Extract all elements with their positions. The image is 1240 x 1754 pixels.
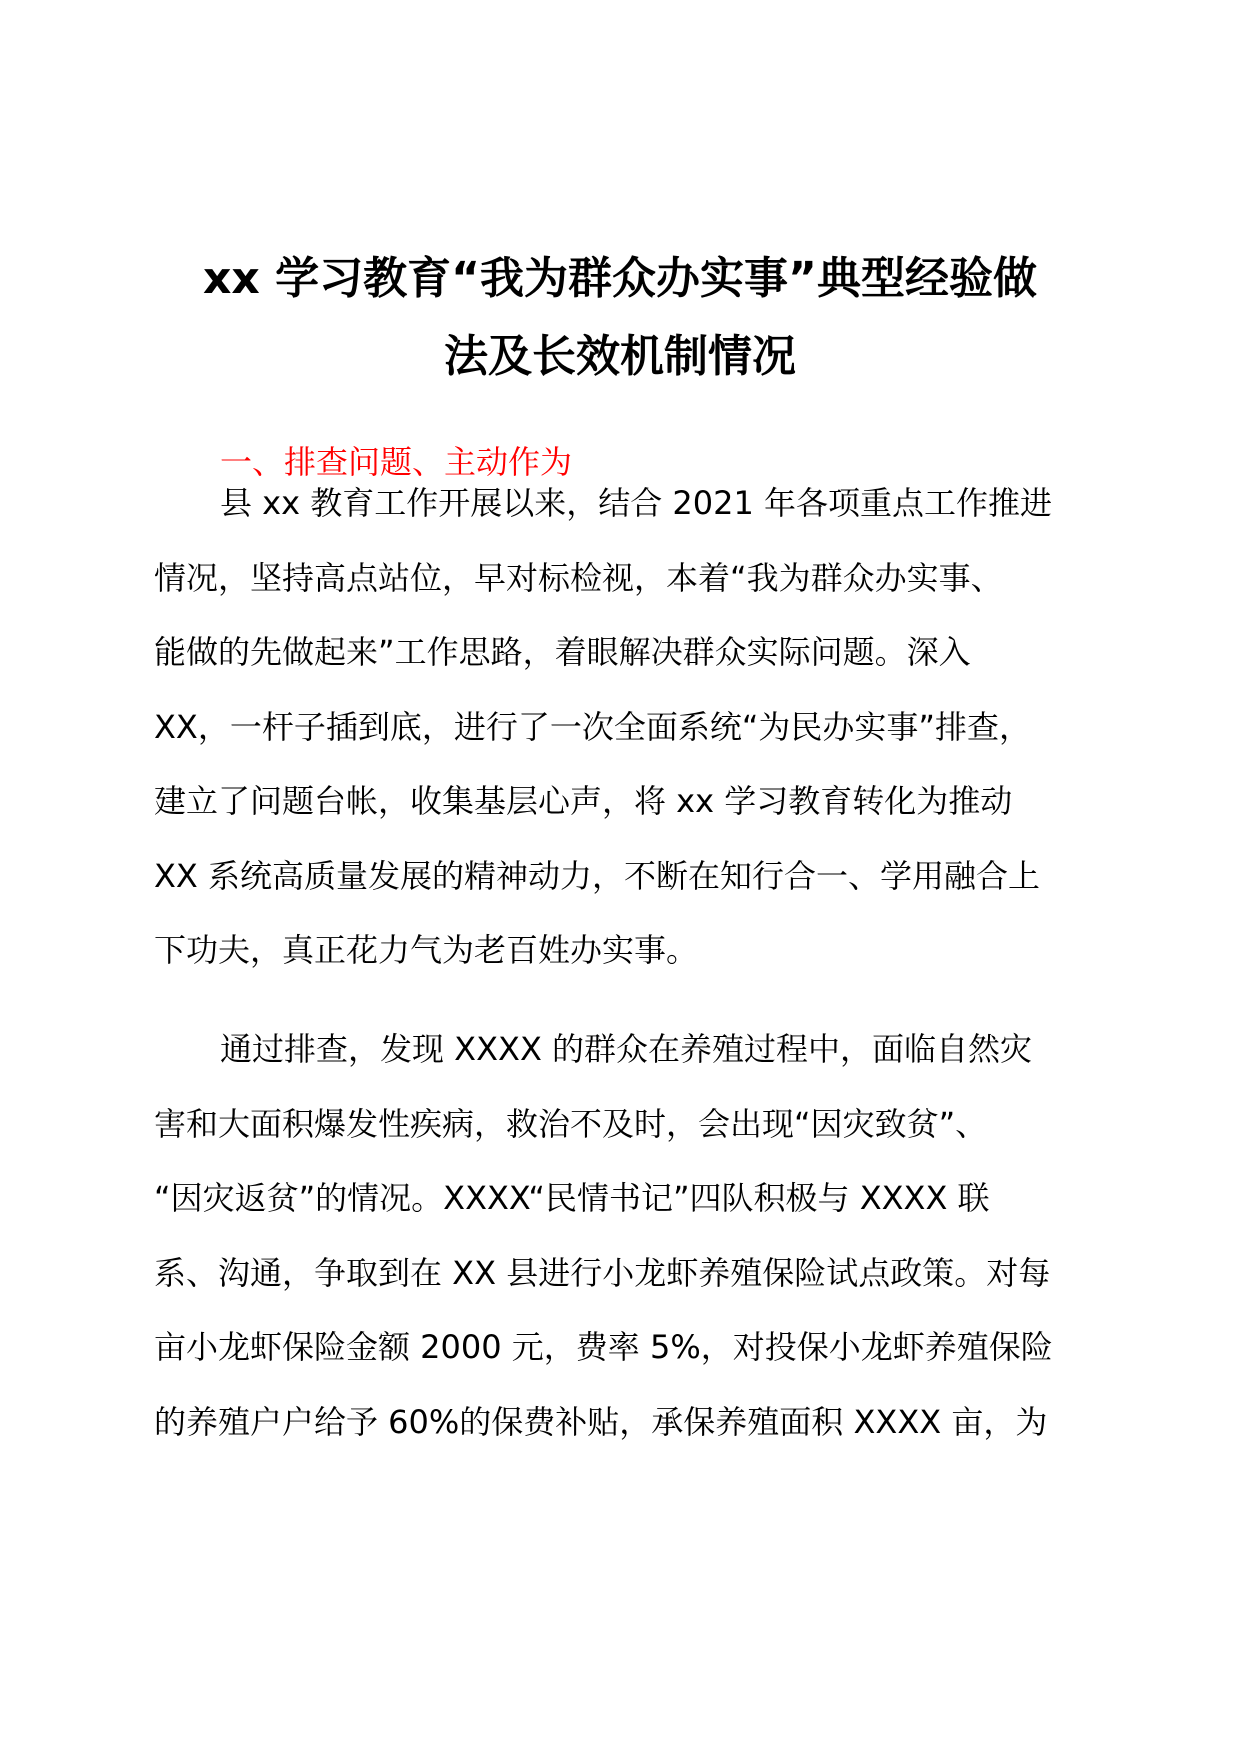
paragraph-1-line-4: XX，一杆子插到底，进行了一次全面系统“为民办实事”排查， [154, 707, 1032, 746]
paragraph-1 [154, 466, 1094, 988]
paragraph-2 [154, 1012, 1094, 1459]
paragraph-2-line-5: 亩小龙虾保险金额 2000 元，费率 5%，对投保小龙虾养殖保险 [154, 1328, 1053, 1366]
title-line-2: 法及长效机制情况 [444, 331, 796, 382]
paragraph-1-line-1: 县 xx 教育工作开展以来，结合 2021 年各项重点工作推进 [220, 484, 1053, 522]
paragraph-1-line-7: 下功夫，真正花力气为老百姓办实事。 [154, 931, 699, 969]
section-heading: 一、排查问题、主动作为 [220, 443, 573, 481]
paragraph-2-line-1: 通过排查，发现 XXXX 的群众在养殖过程中，面临自然灾 [220, 1030, 1033, 1068]
paragraph-2-line-4: 系、沟通，争取到在 XX 县进行小龙虾养殖保险试点政策。对每 [154, 1253, 1051, 1292]
paragraph-1-line-2: 情况，坚持高点站位，早对标检视，本着“我为群众办实事、 [154, 558, 1003, 597]
paragraph-1-line-5: 建立了问题台帐，收集基层心声，将 xx 学习教育转化为推动 [154, 782, 1013, 820]
paragraph-1-line-3: 能做的先做起来”工作思路，着眼解决群众实际问题。深入 [154, 633, 971, 671]
document-title [150, 240, 1090, 396]
title-line-1: xx 学习教育“我为群众办实事”典型经验做 [203, 253, 1037, 304]
paragraph-2-line-3: “因灾返贫”的情况。XXXX“民情书记”四队积极与 XXXX 联 [154, 1179, 990, 1217]
paragraph-2-line-2: 害和大面积爆发性疾病，救治不及时，会出现“因灾致贫”、 [154, 1104, 988, 1143]
paragraph-1-line-6: XX 系统高质量发展的精神动力，不断在知行合一、学用融合上 [154, 856, 1041, 895]
paragraph-2-line-6: 的养殖户户给予 60%的保费补贴，承保养殖面积 XXXX 亩，为 [154, 1402, 1048, 1441]
